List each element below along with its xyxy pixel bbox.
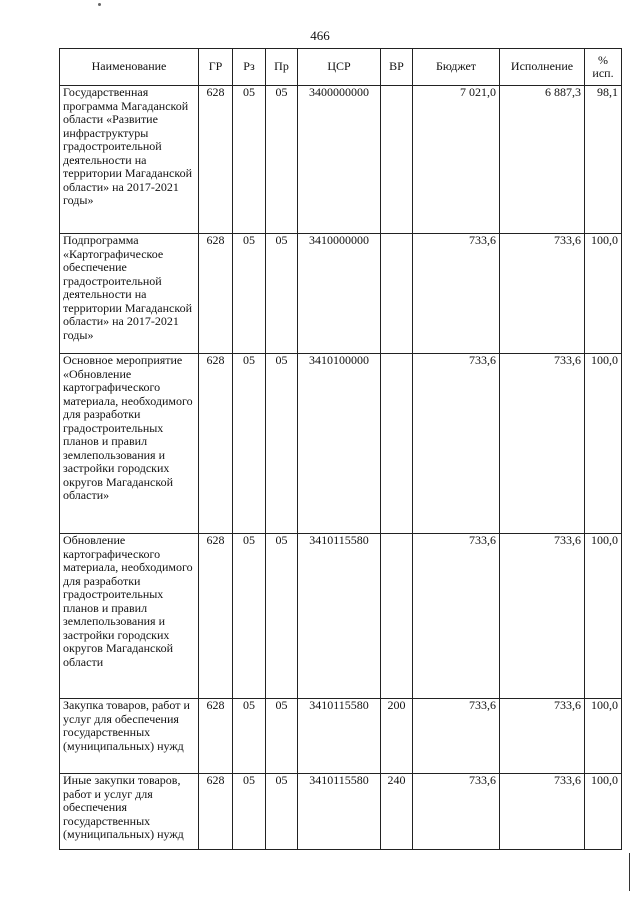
row-execution: 733,6 xyxy=(500,354,585,534)
row-gr: 628 xyxy=(199,699,233,774)
table-row xyxy=(60,86,622,234)
row-execution: 6 887,3 xyxy=(500,86,585,234)
row-name: Обновление картографического материала, необходимого для разработки градостроительных планов и правил землепользования и застройки городских округов Магаданской области xyxy=(60,534,199,699)
row-budget: 7 021,0 xyxy=(413,86,500,234)
row-rz: 05 xyxy=(233,86,266,234)
row-pr: 05 xyxy=(266,774,298,850)
row-gr: 628 xyxy=(199,234,233,354)
scan-speck xyxy=(98,3,101,6)
row-rz: 05 xyxy=(233,234,266,354)
row-percent: 98,1 xyxy=(585,86,622,234)
header-csr: ЦСР xyxy=(298,49,381,86)
table-row xyxy=(60,234,622,354)
row-name: Основное мероприятие «Обновление картографического материала, необходимого для разработки градостроительных планов и правил землепользования и застройки городских округов Магаданской области» xyxy=(60,354,199,534)
row-csr: 3410100000 xyxy=(298,354,381,534)
row-vr xyxy=(381,534,413,699)
row-pr: 05 xyxy=(266,534,298,699)
row-csr: 3410000000 xyxy=(298,234,381,354)
header-pr: Пр xyxy=(266,49,298,86)
row-gr: 628 xyxy=(199,86,233,234)
row-budget: 733,6 xyxy=(413,534,500,699)
row-execution: 733,6 xyxy=(500,774,585,850)
table-row xyxy=(60,699,622,774)
row-csr: 3400000000 xyxy=(298,86,381,234)
row-csr: 3410115580 xyxy=(298,699,381,774)
row-gr: 628 xyxy=(199,774,233,850)
header-percent xyxy=(585,49,622,86)
row-budget: 733,6 xyxy=(413,234,500,354)
row-name: Иные закупки товаров, работ и услуг для обеспечения государственных (муниципальных) нужд xyxy=(60,774,199,850)
table-row xyxy=(60,354,622,534)
row-budget: 733,6 xyxy=(413,699,500,774)
row-name: Закупка товаров, работ и услуг для обеспечения государственных (муниципальных) нужд xyxy=(60,699,199,774)
page-number: 466 xyxy=(310,28,330,43)
row-execution: 733,6 xyxy=(500,699,585,774)
header-name: Наименование xyxy=(60,49,199,86)
row-budget: 733,6 xyxy=(413,774,500,850)
row-csr: 3410115580 xyxy=(298,534,381,699)
row-percent: 100,0 xyxy=(585,699,622,774)
budget-execution-table xyxy=(59,48,622,850)
scan-edge-line xyxy=(629,853,630,891)
header-budget: Бюджет xyxy=(413,49,500,86)
row-rz: 05 xyxy=(233,534,266,699)
row-percent: 100,0 xyxy=(585,234,622,354)
row-vr xyxy=(381,86,413,234)
row-rz: 05 xyxy=(233,774,266,850)
row-percent: 100,0 xyxy=(585,534,622,699)
row-vr: 240 xyxy=(381,774,413,850)
row-gr: 628 xyxy=(199,534,233,699)
row-vr xyxy=(381,354,413,534)
row-percent: 100,0 xyxy=(585,774,622,850)
header-vr: ВР xyxy=(381,49,413,86)
row-name: Государственная программа Магаданской области «Развитие инфраструктуры градостроительной деятельности на территории Магаданской области» на 2017-2021 годы» xyxy=(60,86,199,234)
header-rz: Рз xyxy=(233,49,266,86)
row-percent: 100,0 xyxy=(585,354,622,534)
header-gr: ГР xyxy=(199,49,233,86)
row-csr: 3410115580 xyxy=(298,774,381,850)
row-vr: 200 xyxy=(381,699,413,774)
row-rz: 05 xyxy=(233,699,266,774)
header-execution: Исполнение xyxy=(500,49,585,86)
row-execution: 733,6 xyxy=(500,234,585,354)
row-vr xyxy=(381,234,413,354)
row-pr: 05 xyxy=(266,86,298,234)
header-percent-symbol: % xyxy=(598,53,608,67)
row-name: Подпрограмма «Картографическое обеспечение градостроительной деятельности на территории Магаданской области» на 2017-2021 годы» xyxy=(60,234,199,354)
row-gr: 628 xyxy=(199,354,233,534)
table-header-row xyxy=(60,49,622,86)
row-budget: 733,6 xyxy=(413,354,500,534)
row-pr: 05 xyxy=(266,354,298,534)
table-row xyxy=(60,534,622,699)
header-percent-label: исп. xyxy=(592,66,614,80)
row-execution: 733,6 xyxy=(500,534,585,699)
table-row xyxy=(60,774,622,850)
row-pr: 05 xyxy=(266,234,298,354)
row-pr: 05 xyxy=(266,699,298,774)
row-rz: 05 xyxy=(233,354,266,534)
